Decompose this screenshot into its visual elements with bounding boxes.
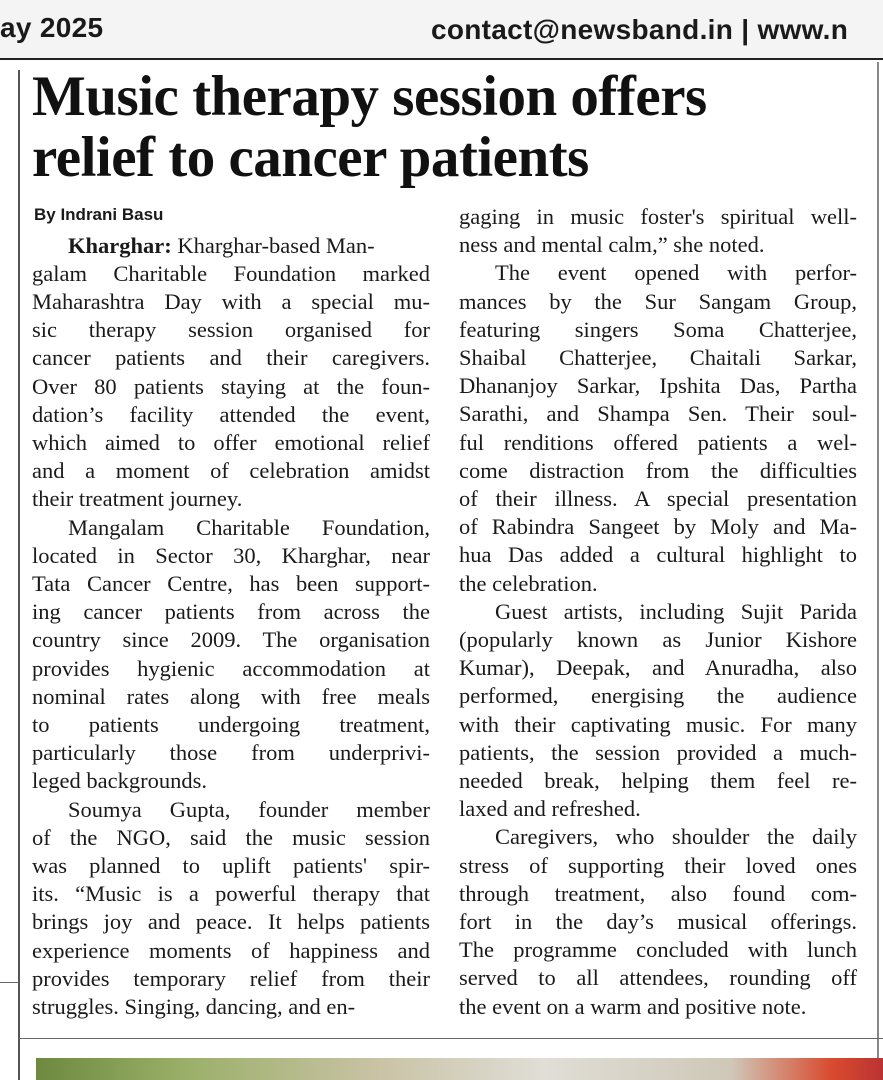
right-column-line: Shaibal Chatterjee, Chaitali Sarkar, bbox=[459, 345, 857, 370]
headline-line-1: Music therapy session offers bbox=[32, 65, 707, 128]
left-column-line: which aimed to offer emotional relief bbox=[32, 429, 430, 455]
right-column-line: come distraction from the difficulties bbox=[459, 457, 857, 483]
right-column-line: patients, the session provided a much- bbox=[459, 739, 857, 765]
right-column-line: Sarathi, and Shampa Sen. Their soul- bbox=[459, 401, 857, 427]
right-column-line: ness and mental calm,” she noted. bbox=[459, 232, 765, 258]
dateline: Kharghar: bbox=[68, 232, 172, 258]
left-column-line: sic therapy session organised for bbox=[32, 317, 430, 343]
left-column-line: was planned to uplift patients' spir- bbox=[32, 852, 430, 878]
left-column-line: of the NGO, said the music session bbox=[32, 824, 430, 850]
right-column-line: Kumar), Deepak, and Anuradha, also bbox=[459, 655, 857, 681]
left-column-line: and a moment of celebration amidst bbox=[32, 458, 430, 484]
left-column-line: dation’s facility attended the event, bbox=[32, 401, 430, 427]
left-column-line: located in Sector 30, Kharghar, near bbox=[32, 542, 430, 568]
left-column-line: cancer patients and their caregivers. bbox=[32, 345, 430, 371]
right-column-line: Guest artists, including Sujit Parida bbox=[495, 598, 857, 624]
right-column-line: stress of supporting their loved ones bbox=[459, 852, 857, 878]
first-line-text: Kharghar-based Man- bbox=[171, 232, 375, 258]
right-column-line: ful renditions offered patients a wel- bbox=[459, 429, 857, 455]
right-column-line: performed, energising the audience bbox=[459, 683, 857, 709]
masthead bbox=[0, 0, 883, 60]
left-margin-tick bbox=[0, 982, 18, 983]
byline: By Indrani Basu bbox=[34, 205, 164, 224]
right-column-line: of Rabindra Sangeet by Moly and Ma- bbox=[459, 514, 857, 540]
left-column-line: to patients undergoing treatment, bbox=[32, 711, 430, 737]
right-column-line: Caregivers, who shoulder the daily bbox=[495, 824, 857, 850]
left-column-line: Tata Cancer Centre, has been support- bbox=[32, 570, 430, 596]
right-column-rule bbox=[877, 62, 879, 1062]
right-column-line: hua Das added a cultural highlight to bbox=[459, 542, 857, 568]
left-column-rule bbox=[18, 70, 20, 1080]
right-column-line: Dhananjoy Sarkar, Ipshita Das, Partha bbox=[459, 373, 857, 399]
left-column-line: particularly those from underprivi- bbox=[32, 740, 430, 766]
right-column-line: served to all attendees, rounding off bbox=[459, 965, 857, 991]
left-column-line: provides temporary relief from their bbox=[32, 965, 430, 991]
right-column-line: The programme concluded with lunch bbox=[459, 937, 857, 963]
right-column-line: needed break, helping them feel re- bbox=[459, 768, 857, 793]
left-column-line: provides hygienic accommodation at bbox=[32, 655, 430, 681]
right-column-line: laxed and refreshed. bbox=[459, 796, 641, 822]
left-column-line: galam Charitable Foundation marked bbox=[32, 260, 430, 286]
right-column-line: gaging in music foster's spiritual well- bbox=[459, 204, 857, 229]
left-column-line: ing cancer patients from across the bbox=[32, 599, 430, 625]
left-column-line: nominal rates along with free meals bbox=[32, 683, 430, 709]
issue-date: ay 2025 bbox=[0, 12, 104, 43]
right-column-line: (popularly known as Junior Kishore bbox=[459, 627, 857, 652]
right-column-line: through treatment, also found com- bbox=[459, 880, 857, 906]
left-column-line bbox=[32, 232, 430, 260]
left-column-line: their treatment journey. bbox=[32, 486, 243, 512]
left-column-line: Mangalam Charitable Foundation, bbox=[68, 514, 430, 540]
right-column-line: fort in the day’s musical offerings. bbox=[459, 909, 857, 934]
left-column-line: country since 2009. The organisation bbox=[32, 627, 430, 653]
article-bottom-rule bbox=[18, 1038, 883, 1039]
left-column-line: Over 80 patients staying at the foun- bbox=[32, 373, 430, 399]
right-column-line: the celebration. bbox=[459, 570, 598, 596]
right-column-line: mances by the Sur Sangam Group, bbox=[459, 288, 857, 314]
right-column-line: featuring singers Soma Chatterjee, bbox=[459, 316, 857, 342]
left-column-line: experience moments of happiness and bbox=[32, 937, 430, 963]
right-column-line: with their captivating music. For many bbox=[459, 711, 857, 737]
headline bbox=[32, 66, 877, 188]
left-column-line: Maharashtra Day with a special mu- bbox=[32, 288, 430, 314]
left-column-line: struggles. Singing, dancing, and en- bbox=[32, 993, 356, 1019]
right-column-line: of their illness. A special presentation bbox=[459, 486, 857, 511]
article-photo bbox=[36, 1058, 883, 1080]
headline-line-2: relief to cancer patients bbox=[32, 126, 589, 189]
left-column-line: Soumya Gupta, founder member bbox=[68, 796, 430, 822]
right-column-line: The event opened with perfor- bbox=[495, 260, 857, 286]
contact-info: contact@newsband.in | www.n bbox=[431, 14, 849, 45]
left-column-line: its. “Music is a powerful therapy that bbox=[32, 881, 430, 907]
left-column-line: leged backgrounds. bbox=[32, 768, 207, 794]
right-column-line: the event on a warm and positive note. bbox=[459, 993, 807, 1019]
left-column-line: brings joy and peace. It helps patients bbox=[32, 909, 430, 935]
